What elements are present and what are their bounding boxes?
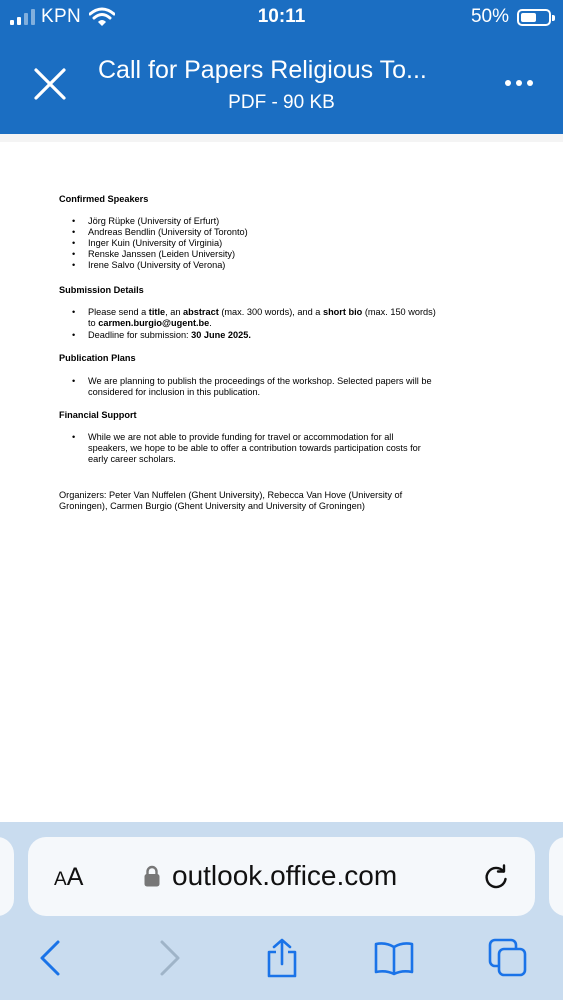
financial-heading: Financial Support xyxy=(59,410,137,420)
url-text[interactable]: outlook.office.com xyxy=(172,860,398,891)
status-bar xyxy=(0,0,563,36)
lock-icon xyxy=(144,865,160,887)
battery-percent: 50% xyxy=(470,6,509,27)
publication-heading: Publication Plans xyxy=(59,353,136,363)
bookmarks-icon[interactable] xyxy=(374,938,414,978)
document-subtitle: PDF - 90 KB xyxy=(228,92,335,113)
forward-icon[interactable] xyxy=(148,938,188,978)
status-time: 10:11 xyxy=(257,6,306,27)
next-tab-edge[interactable] xyxy=(549,837,563,916)
back-icon[interactable] xyxy=(32,938,72,978)
carrier-name: KPN xyxy=(41,6,81,27)
organizers-text: Organizers: Peter Van Nuffelen (Ghent University), Rebecca Van Hove (University of Groningen), Carmen Burgio (Ghent University and University of Groningen) xyxy=(59,490,403,512)
previous-tab-edge[interactable] xyxy=(0,837,14,916)
battery-icon xyxy=(517,9,551,26)
browser-chrome xyxy=(0,822,563,1000)
speakers-heading: Confirmed Speakers xyxy=(59,194,149,204)
more-options-icon[interactable] xyxy=(505,80,533,86)
status-right xyxy=(471,6,551,28)
address-bar[interactable] xyxy=(28,837,535,916)
document-header xyxy=(0,36,563,134)
document-title: Call for Papers Religious To... xyxy=(98,56,427,84)
page-settings-button[interactable]: AA xyxy=(54,863,84,891)
pdf-viewer[interactable]: Confirmed Speakers • Jörg Rüpke (University of Erfurt) • Andreas Bendlin (University of Toronto) • Inger Kuin (University of Virginia) • Renske Janssen (Leiden University) • Irene Salvo (University of Verona) Submission Details • Please send a title, an abstract (max. 300 words), and a short bio (max. 150 words) to carmen.burgio@ugent.be. • Deadline for submission: 30 June 2025. Publication Plans • We are planning to publish the proceedings of the workshop. Selected papers will be considered for inclusion in this publication. Financial Support • While we are not able to provide funding for travel or accommodation for all speakers, we hope to be able to offer a contribution towards participation costs for early career scholars. Organizers: Peter Van Nuffelen (Ghent University), Rebecca Van Hove (University of Groningen), Carmen Burgio (Ghent University and University of Groningen) xyxy=(0,134,563,822)
page-gutter xyxy=(0,134,563,142)
tabs-icon[interactable] xyxy=(488,938,528,978)
reload-icon[interactable] xyxy=(481,862,511,892)
share-icon[interactable] xyxy=(262,938,302,978)
browser-toolbar xyxy=(0,930,563,990)
submission-heading: Submission Details xyxy=(59,285,144,295)
email-link[interactable]: carmen.burgio@ugent.be xyxy=(98,318,210,329)
